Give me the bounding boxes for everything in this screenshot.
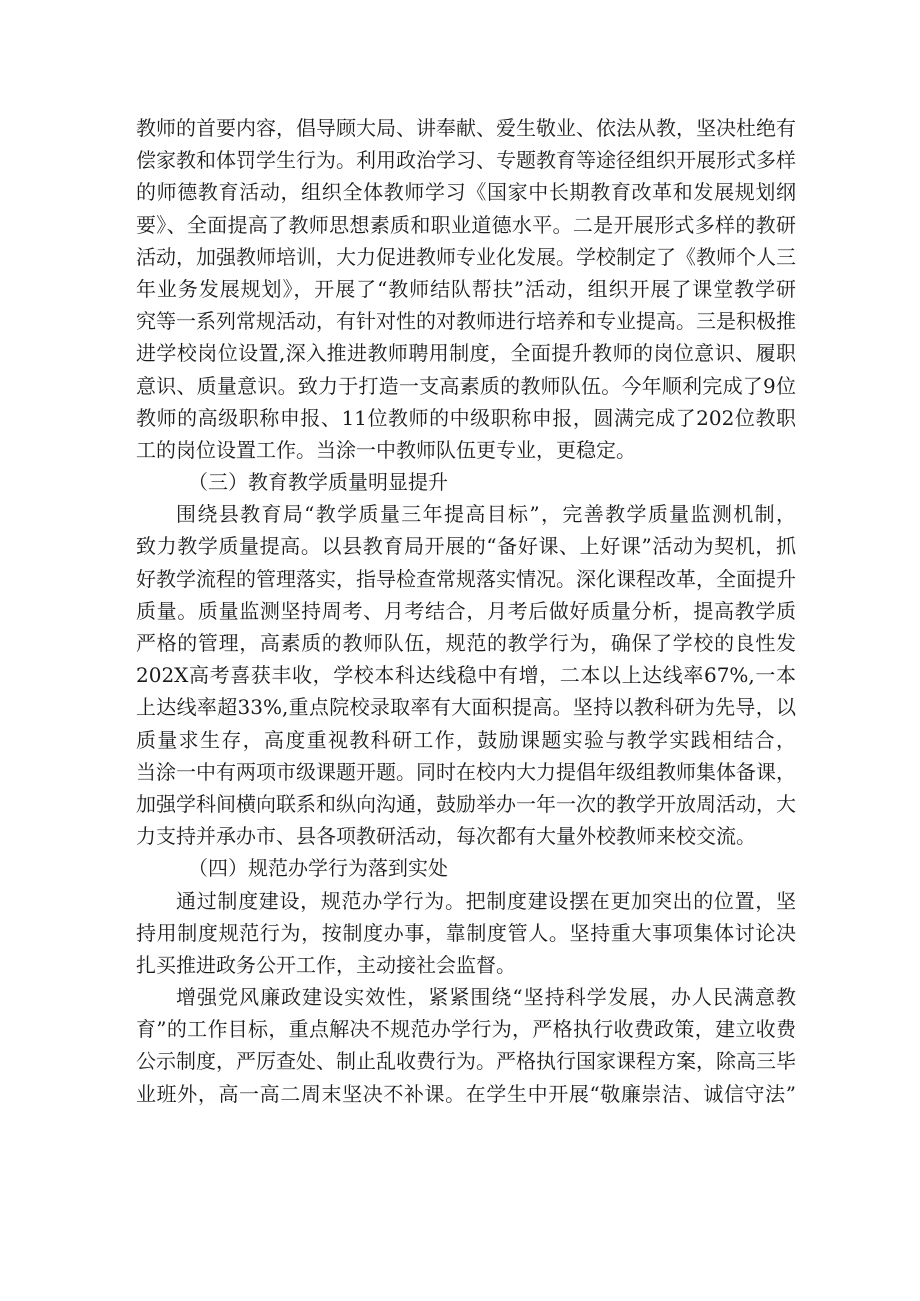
paragraph-teaching-quality: [136, 498, 796, 852]
text-line: 年业务发展规划》，开展了“教师结队帮扶”活动，组织开展了课堂教学研: [136, 276, 796, 301]
text-line: 的师德教育活动，组织全体教师学习《国家中长期教育改革和发展规划纲: [136, 180, 796, 205]
text-line: 严格的管理，高素质的教师队伍，规范的教学行为，确保了学校的良性发: [136, 631, 796, 655]
text-line: 究等一系列常规活动，有针对性的对教师进行培养和专业提高。三是积极推: [136, 309, 796, 334]
text-line: 要》、全面提高了教师思想素质和职业道德水平。二是开展形式多样的教研: [136, 212, 796, 237]
text-line: 当涂一中有两项市级课题开题。同时在校内大力提倡年级组教师集体备课，: [136, 759, 796, 784]
text-line: 质量求生存，高度重视教科研工作，鼓励课题实验与教学实践相结合，: [136, 727, 796, 752]
text-line: 加强学科间横向联系和纵向沟通，鼓励举办一年一次的教学开放周活动，大: [136, 791, 796, 816]
text-line: 通过制度建设，规范办学行为。把制度建设摆在更加突出的位置，坚: [176, 888, 796, 913]
text-line: 工的岗位设置工作。当涂一中教师队伍更专业，更稳定。: [136, 437, 636, 462]
text-line: 活动，加强教师培训，大力促进教师专业化发展。学校制定了《教师个人三: [136, 244, 796, 269]
text-line: 偿家教和体罚学生行为。利用政治学习、专题教育等途径组织开展形式多样: [136, 148, 796, 173]
text-line: 公示制度，严厉查处、制止乱收费行为。严格执行国家课程方案，除高三毕: [136, 1049, 796, 1074]
section-heading: （四）规范办学行为落到实处: [188, 856, 448, 881]
paragraph-teacher-training: [136, 112, 796, 466]
text-line: 202X高考喜获丰收，学校本科达线稳中有增，二本以上达线率67%,一本: [136, 663, 796, 688]
text-line: 育”的工作目标，重点解决不规范办学行为，严格执行收费政策，建立收费: [136, 1017, 796, 1042]
text-line: 业班外，高一高二周末坚决不补课。在学生中开展“敬廉崇洁、诚信守法”: [136, 1081, 796, 1106]
text-line: 教师的高级职称申报、11位教师的中级职称申报，圆满完成了202位教职: [136, 405, 796, 430]
text-line: 进学校岗位设置,深入推进教师聘用制度，全面提升教师的岗位意识、履职: [136, 341, 796, 366]
text-line: 意识、质量意识。致力于打造一支高素质的教师队伍。今年顺利完成了9位: [136, 373, 796, 398]
paragraph-regulation: [136, 885, 796, 982]
text-line: 好教学流程的管理落实，指导检查常规落实情况。深化课程改革，全面提升: [136, 566, 796, 591]
section-heading: （三）教育教学质量明显提升: [188, 470, 448, 495]
text-line: 围绕县教育局“教学质量三年提高目标”，完善教学质量监测机制，: [176, 502, 796, 527]
text-line: 力支持并承办市、县各项教研活动，每次都有大量外校教师来校交流。: [136, 824, 756, 849]
document-body: [136, 112, 796, 1110]
text-line: 质量。质量监测坚持周考、月考结合，月考后做好质量分析，提高教学质: [136, 598, 796, 623]
text-line: 增强党风廉政建设实效性，紧紧围绕“坚持科学发展，办人民满意教: [176, 985, 796, 1010]
text-line: 上达线率超33%,重点院校录取率有大面积提高。坚持以教科研为先导，以: [136, 695, 796, 720]
text-line: 致力教学质量提高。以县教育局开展的“备好课、上好课”活动为契机，抓: [136, 534, 796, 559]
text-line: 教师的首要内容，倡导顾大局、讲奉献、爱生敬业、依法从教，坚决杜绝有: [136, 116, 796, 140]
text-line: 持用制度规范行为，按制度办事，靠制度管人。坚持重大事项集体讨论决: [136, 920, 796, 945]
paragraph-integrity: [136, 981, 796, 1110]
text-line: 扎买推进政务公开工作，主动接社会监督。: [136, 952, 516, 977]
